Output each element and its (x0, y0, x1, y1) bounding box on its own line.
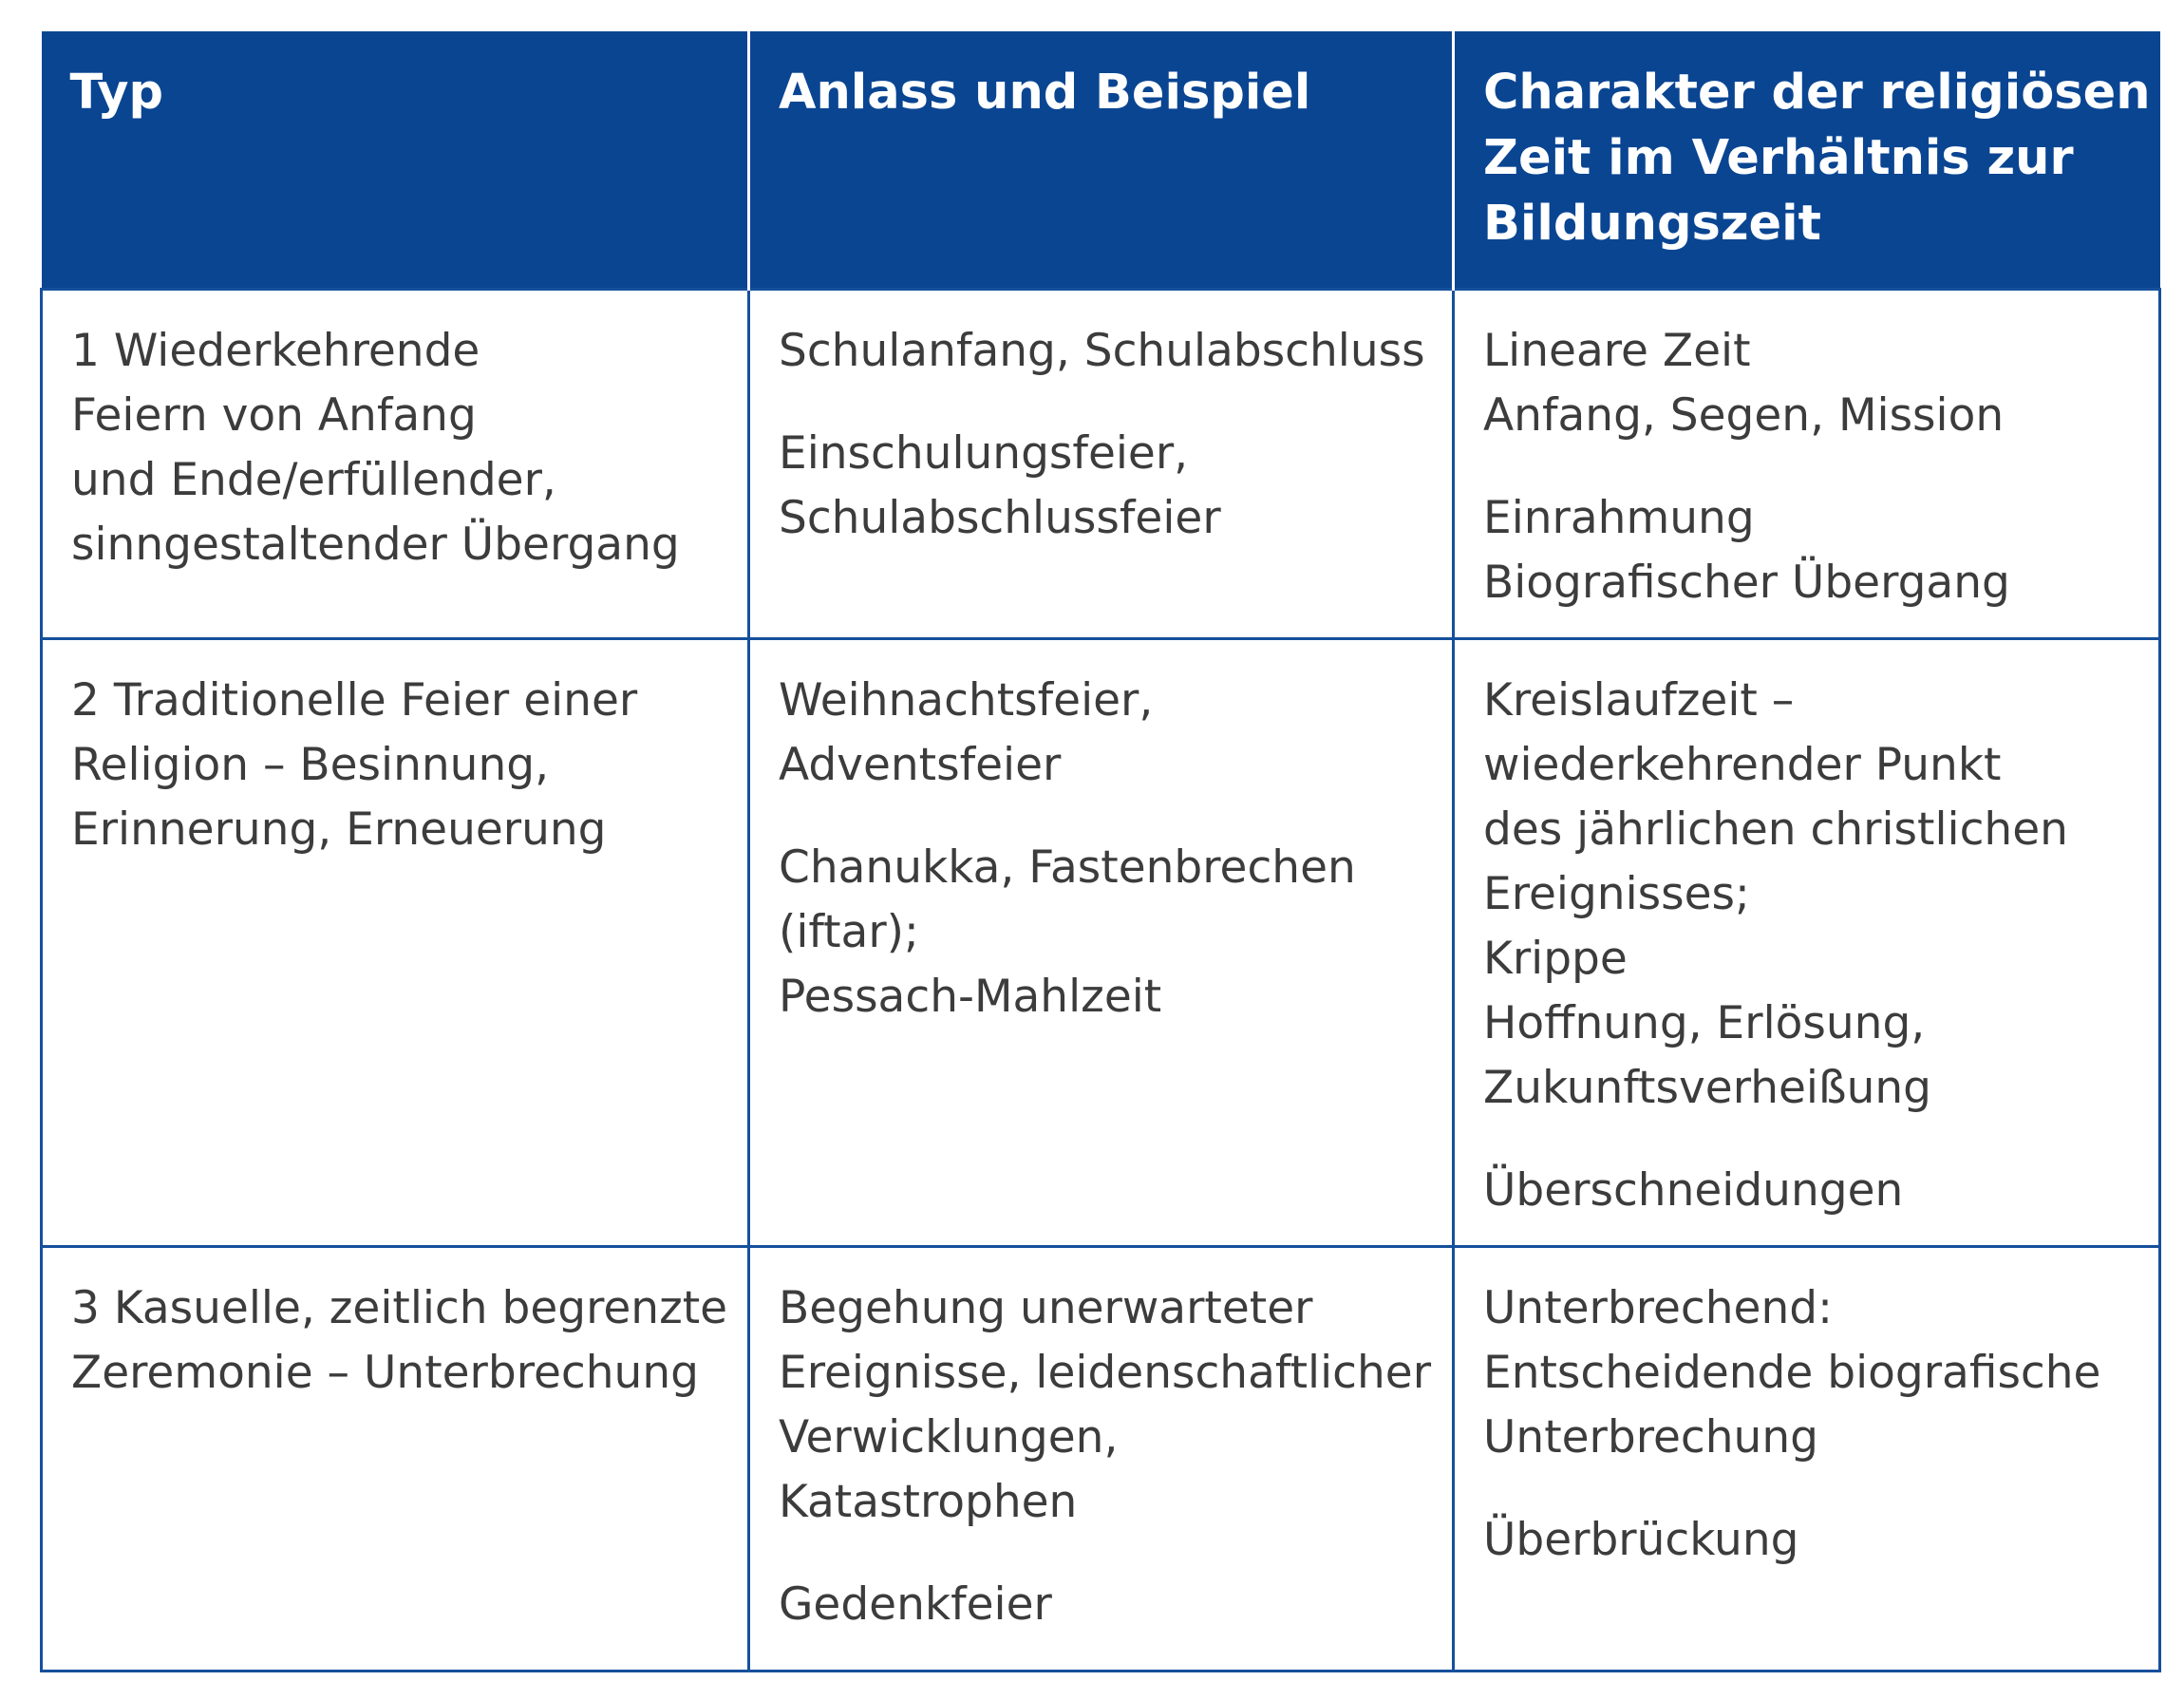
cell-line: Gedenkfeier (779, 1578, 1052, 1631)
cell-line: Krippe (1483, 933, 1628, 985)
cell-paragraph (1483, 1508, 2130, 1573)
header-line: Anlass und Beispiel (779, 65, 1311, 121)
cell-line: Biografischer Übergang (1483, 557, 2010, 609)
cell-line: wiederkehrender Punkt (1483, 739, 2002, 791)
cell-line: Lineare Zeit (1483, 325, 1751, 377)
cell-paragraph (71, 1276, 728, 1406)
cell-paragraph (1483, 1159, 2130, 1223)
cell-line: Schulanfang, Schulabschluss (779, 325, 1425, 377)
cell-line: Ereignisses; (1483, 868, 1750, 920)
cell-typ (42, 290, 749, 639)
header-line: Charakter der religiösen (1483, 65, 2151, 121)
table-row (42, 639, 2160, 1247)
header-line: Bildungszeit (1483, 196, 1821, 252)
cell-line: 1 Wiederkehrende (71, 325, 480, 377)
cell-line: Religion – Besinnung, (71, 739, 550, 791)
header-line: Typ (69, 65, 163, 121)
header-anlass (749, 31, 1454, 290)
cell-line: 2 Traditionelle Feier einer (71, 674, 638, 727)
cell-paragraph (779, 319, 1423, 384)
cell-line: (iftar); (779, 906, 919, 958)
cell-line: Entscheidende biografische (1483, 1347, 2101, 1399)
header-charakter (1454, 31, 2160, 290)
cell-anlass (749, 639, 1454, 1247)
cell-line: Hoffnung, Erlösung, (1483, 997, 1926, 1049)
cell-paragraph (71, 669, 719, 862)
header-line: Zeit im Verhältnis zur (1483, 130, 2074, 186)
cell-paragraph (1483, 319, 2130, 448)
cell-line: 3 Kasuelle, zeitlich begrenzte (71, 1282, 728, 1334)
header-typ (42, 31, 749, 290)
cell-paragraph (779, 1573, 1423, 1637)
cell-charakter (1454, 1247, 2160, 1672)
cell-line: Weihnachtsfeier, (779, 674, 1154, 727)
cell-line: Kreislaufzeit – (1483, 674, 1795, 727)
cell-paragraph (1483, 1276, 2130, 1470)
cell-line: Adventsfeier (779, 739, 1062, 791)
cell-line: Einschulungsfeier, (779, 427, 1189, 480)
cell-line: Einrahmung (1483, 492, 1755, 544)
table-row (42, 1247, 2160, 1672)
cell-line: Überbrückung (1483, 1514, 1799, 1566)
cell-paragraph (1483, 486, 2130, 615)
cell-typ (42, 1247, 749, 1672)
table-row (42, 290, 2160, 639)
cell-line: Feiern von Anfang (71, 389, 477, 442)
religious-time-table (40, 31, 2161, 1672)
cell-line: Katastrophen (779, 1476, 1078, 1528)
cell-paragraph (1483, 669, 2130, 1121)
cell-line: Überschneidungen (1483, 1164, 1904, 1217)
religious-time-table-container (40, 31, 2158, 1672)
cell-anlass (749, 1247, 1454, 1672)
cell-paragraph (779, 669, 1423, 798)
cell-line: Chanukka, Fastenbrechen (779, 841, 1356, 894)
cell-charakter (1454, 639, 2160, 1247)
cell-paragraph (71, 319, 719, 577)
cell-paragraph (779, 836, 1423, 1029)
cell-line: Zeremonie – Unterbrechung (71, 1347, 699, 1399)
cell-line: Ereignisse, leidenschaftlicher (779, 1347, 1432, 1399)
cell-paragraph (779, 1276, 1432, 1535)
cell-line: Erinnerung, Erneuerung (71, 803, 607, 856)
cell-charakter (1454, 290, 2160, 639)
cell-line: und Ende/erfüllender, (71, 454, 556, 506)
cell-line: Verwicklungen, (779, 1411, 1119, 1464)
header-row (42, 31, 2160, 290)
cell-paragraph (779, 422, 1423, 551)
cell-line: Unterbrechend: (1483, 1282, 1833, 1334)
cell-line: Zukunftsverheißung (1483, 1062, 1931, 1114)
cell-anlass (749, 290, 1454, 639)
cell-line: Unterbrechung (1483, 1411, 1818, 1464)
cell-line: des jährlichen christlichen (1483, 803, 2068, 856)
cell-line: Schulabschlussfeier (779, 492, 1221, 544)
cell-typ (42, 639, 749, 1247)
cell-line: Anfang, Segen, Mission (1483, 389, 2005, 442)
cell-line: Begehung unerwarteter (779, 1282, 1313, 1334)
cell-line: sinngestaltender Übergang (71, 519, 680, 571)
cell-line: Pessach-Mahlzeit (779, 971, 1162, 1023)
